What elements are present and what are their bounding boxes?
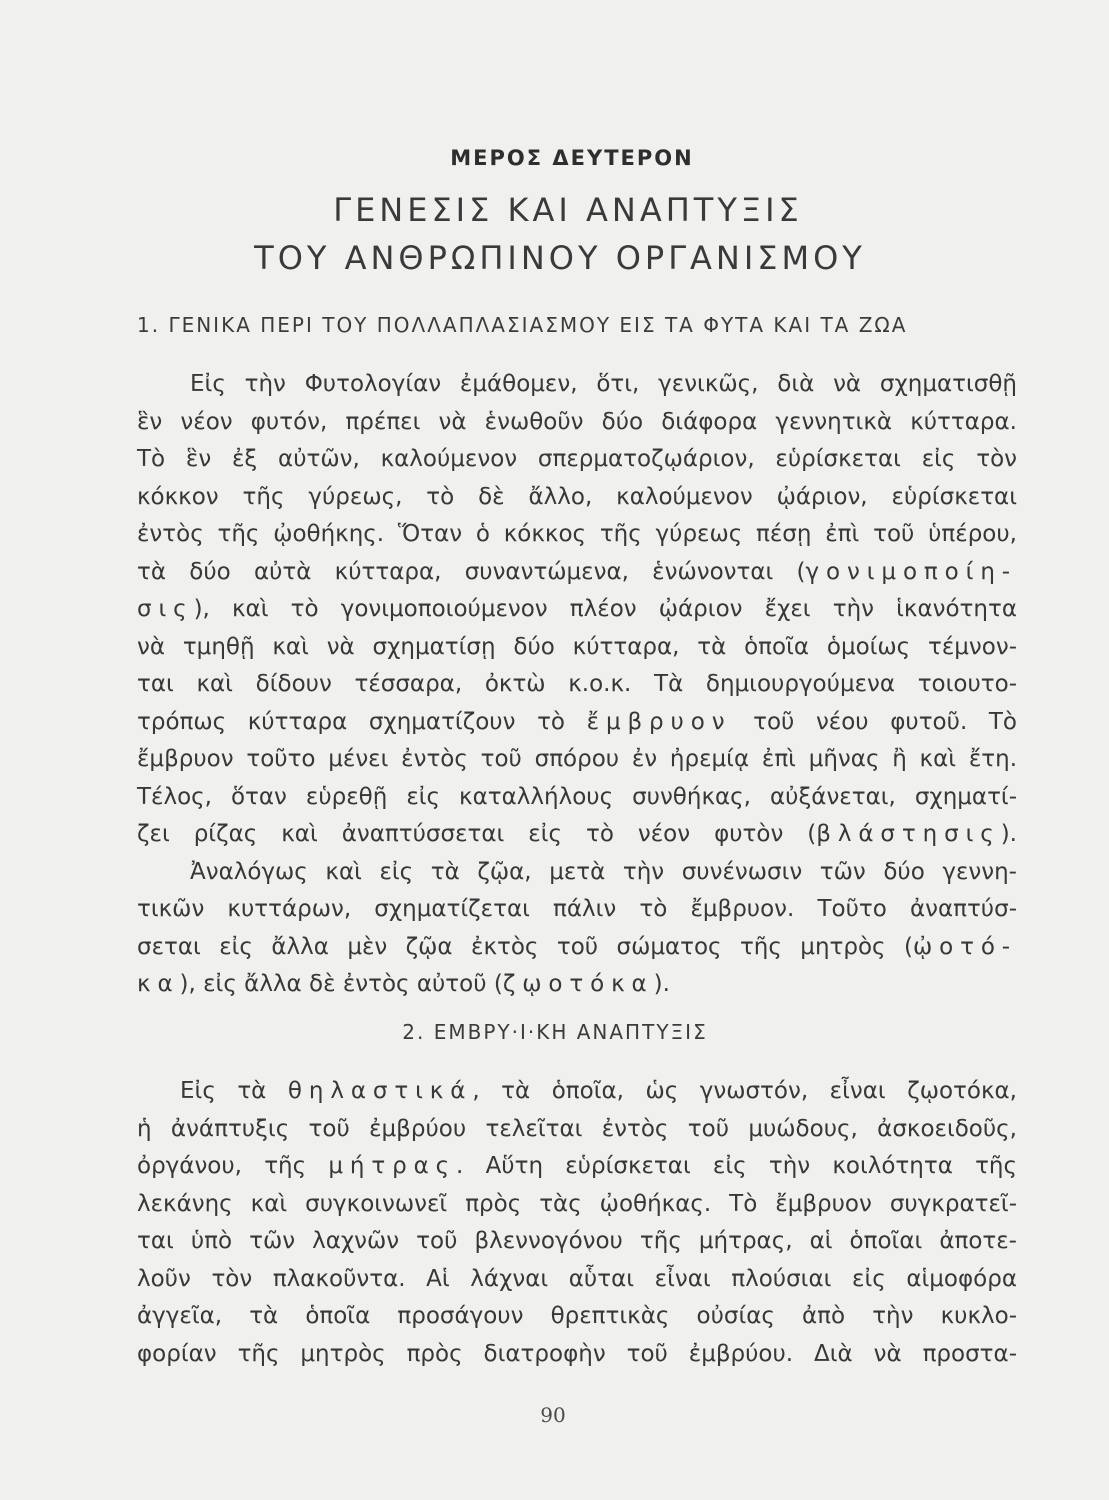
text-line xyxy=(137,1186,1017,1224)
text-line xyxy=(137,1298,1017,1336)
section-1-heading: 1. ΓΕΝΙΚΑ ΠΕΡΙ ΤΟΥ ΠΟΛΛΑΠΛΑΣΙΑΣΜΟΥ ΕΙΣ ΤΑ ΦΥΤΑ ΚΑΙ ΤΑ ΖΩΑ xyxy=(137,313,908,337)
spaced-term: ζῳοτόκα xyxy=(502,971,654,997)
spaced-term: κα xyxy=(137,971,180,997)
text-line xyxy=(137,1111,1017,1149)
text-segment: ἔμβρυον τοῦτο μένει ἐντὸς τοῦ σπόρου ἐν ἠρεμίᾳ ἐπὶ μῆνας ἢ καὶ ἔτη. xyxy=(137,746,1017,772)
text-segment: ται καὶ δίδουν τέσσαρα, ὀκτὼ κ.ο.κ. Τὰ δημιουργούμενα τοιουτο- xyxy=(137,671,1017,697)
text-segment: τὰ δύο αὐτὰ κύτταρα, συναντώμενα, ἑνώνονται ( xyxy=(137,558,806,585)
text-line xyxy=(137,816,1017,854)
text-line xyxy=(137,891,1017,929)
text-line xyxy=(137,666,1017,704)
title-line-1: ΓΕΝΕΣΙΣ ΚΑΙ ΑΝΑΠΤΥΞΙΣ xyxy=(333,191,803,229)
text-line xyxy=(137,929,1017,967)
title-line-2: ΤΟΥ ΑΝΘΡΩΠΙΝΟΥ ΟΡΓΑΝΙΣΜΟΥ xyxy=(254,239,866,277)
text-segment: Τέλος, ὅταν εὑρεθῇ εἰς καταλλήλους συνθήκας, αὐξάνεται, σχηματί- xyxy=(137,783,1017,810)
text-segment: ἡ ἀνάπτυξις τοῦ ἐμβρύου τελεῖται ἐντὸς τοῦ μυώδους, ἀσκοειδοῦς, xyxy=(137,1115,1017,1142)
text-segment: ). xyxy=(653,971,670,997)
spaced-term: ἔμβρυον xyxy=(586,708,732,735)
section-1-body xyxy=(137,366,1017,1004)
text-segment: κόκκον τῆς γύρεως, τὸ δὲ ἄλλο, καλούμενον ᾠάριον, εὑρίσκεται xyxy=(137,483,1017,510)
text-line xyxy=(137,591,1017,629)
text-segment: ἓν νέον φυτόν, πρέπει νὰ ἑνωθοῦν δύο διάφορα γεννητικὰ κύτταρα. xyxy=(137,408,1017,435)
text-segment: σεται εἰς ἄλλα μὲν ζῷα ἐκτὸς τοῦ σώματος τῆς μητρὸς ( xyxy=(137,933,913,960)
spaced-term: βλάστησις xyxy=(816,821,1001,847)
text-segment: φορίαν τῆς μητρὸς πρὸς διατροφὴν τοῦ ἐμβρύου. Διὰ νὰ προστα- xyxy=(137,1340,1017,1367)
text-line xyxy=(137,404,1017,442)
text-line xyxy=(137,1336,1017,1374)
text-segment: Τὸ ἓν ἐξ αὐτῶν, καλούμενον σπερματοζῳάριον, εὑρίσκεται εἰς τὸν xyxy=(137,446,1017,472)
text-line xyxy=(137,1073,1017,1111)
spaced-term: θηλαστικά xyxy=(287,1078,473,1104)
text-segment: τικῶν κυττάρων, σχηματίζεται πάλιν τὸ ἔμβρυον. Τοῦτο ἀναπτύσ- xyxy=(137,896,1017,922)
text-segment: . Αὕτη εὑρίσκεται εἰς τὴν κοιλότητα τῆς xyxy=(456,1153,1017,1179)
text-line xyxy=(137,554,1017,592)
text-line xyxy=(137,629,1017,667)
text-segment: Εἰς τὰ xyxy=(180,1078,288,1104)
text-line xyxy=(137,1148,1017,1186)
text-line xyxy=(137,779,1017,817)
text-line xyxy=(137,741,1017,779)
spaced-term: σις xyxy=(137,596,194,622)
text-segment: νὰ τμηθῇ καὶ νὰ σχηματίσῃ δύο κύτταρα, τὰ ὁποῖα ὁμοίως τέμνον- xyxy=(137,633,1017,660)
page-number: 90 xyxy=(540,1403,566,1427)
text-segment: , τὰ ὁποῖα, ὡς γνωστόν, εἶναι ζῳοτόκα, xyxy=(472,1078,1017,1104)
spaced-term: ᾠοτό- xyxy=(912,933,1017,960)
text-segment: λοῦν τὸν πλακοῦντα. Αἱ λάχναι αὗται εἶναι πλούσιαι εἰς αἱμοφόρα xyxy=(137,1265,1017,1292)
text-line xyxy=(137,704,1017,742)
text-line xyxy=(137,366,1017,404)
section-2-heading: 2. ΕΜΒΡΥ·Ι·ΚΗ ΑΝΑΠΤΥΞΙΣ xyxy=(402,1020,708,1044)
section-2-body xyxy=(137,1073,1017,1373)
text-segment: ), καὶ τὸ γονιμοποιούμενον πλέον ᾠάριον ἔχει τὴν ἱκανότητα xyxy=(193,596,1017,622)
text-segment: ὀργάνου, τῆς xyxy=(137,1153,329,1179)
text-line xyxy=(137,1223,1017,1261)
text-line xyxy=(137,1261,1017,1299)
text-segment: ζει ρίζας καὶ ἀναπτύσσεται εἰς τὸ νέον φυτὸν ( xyxy=(137,821,817,847)
text-segment: τρόπως κύτταρα σχηματίζουν τὸ xyxy=(137,708,587,735)
text-segment: λεκάνης καὶ συγκοινωνεῖ πρὸς τὰς ᾠοθήκας. Τὸ ἔμβρυον συγκρατεῖ- xyxy=(137,1190,1017,1217)
text-line xyxy=(137,516,1017,554)
text-segment: τοῦ νέου φυτοῦ. Τὸ xyxy=(731,708,1017,735)
text-segment: Ἀναλόγως καὶ εἰς τὰ ζῷα, μετὰ τὴν συνένωσιν τῶν δύο γεννη- xyxy=(190,858,1017,885)
spaced-term: γονιμοποίη- xyxy=(805,558,1017,585)
text-segment: ), εἰς ἄλλα δὲ ἐντὸς αὐτοῦ ( xyxy=(179,971,503,997)
spaced-term: μήτρας xyxy=(328,1153,457,1179)
text-segment: ). xyxy=(1000,821,1017,847)
text-line xyxy=(137,479,1017,517)
text-segment: ἐντὸς τῆς ᾠοθήκης. Ὅταν ὁ κόκκος τῆς γύρεως πέσῃ ἐπὶ τοῦ ὑπέρου, xyxy=(137,521,1017,547)
text-segment: ται ὑπὸ τῶν λαχνῶν τοῦ βλεννογόνου τῆς μήτρας, αἱ ὁποῖαι ἀποτε- xyxy=(137,1228,1017,1254)
text-line xyxy=(137,966,1017,1004)
text-line xyxy=(137,441,1017,479)
text-segment: Εἰς τὴν Φυτολογίαν ἐμάθομεν, ὅτι, γενικῶς, διὰ νὰ σχηματισθῇ xyxy=(190,371,1017,397)
text-line xyxy=(137,854,1017,892)
part-label: ΜΕΡΟΣ ΔΕΥΤΕΡΟΝ xyxy=(450,146,694,170)
text-segment: ἀγγεῖα, τὰ ὁποῖα προσάγουν θρεπτικὰς οὐσίας ἀπὸ τὴν κυκλο- xyxy=(137,1303,1017,1329)
